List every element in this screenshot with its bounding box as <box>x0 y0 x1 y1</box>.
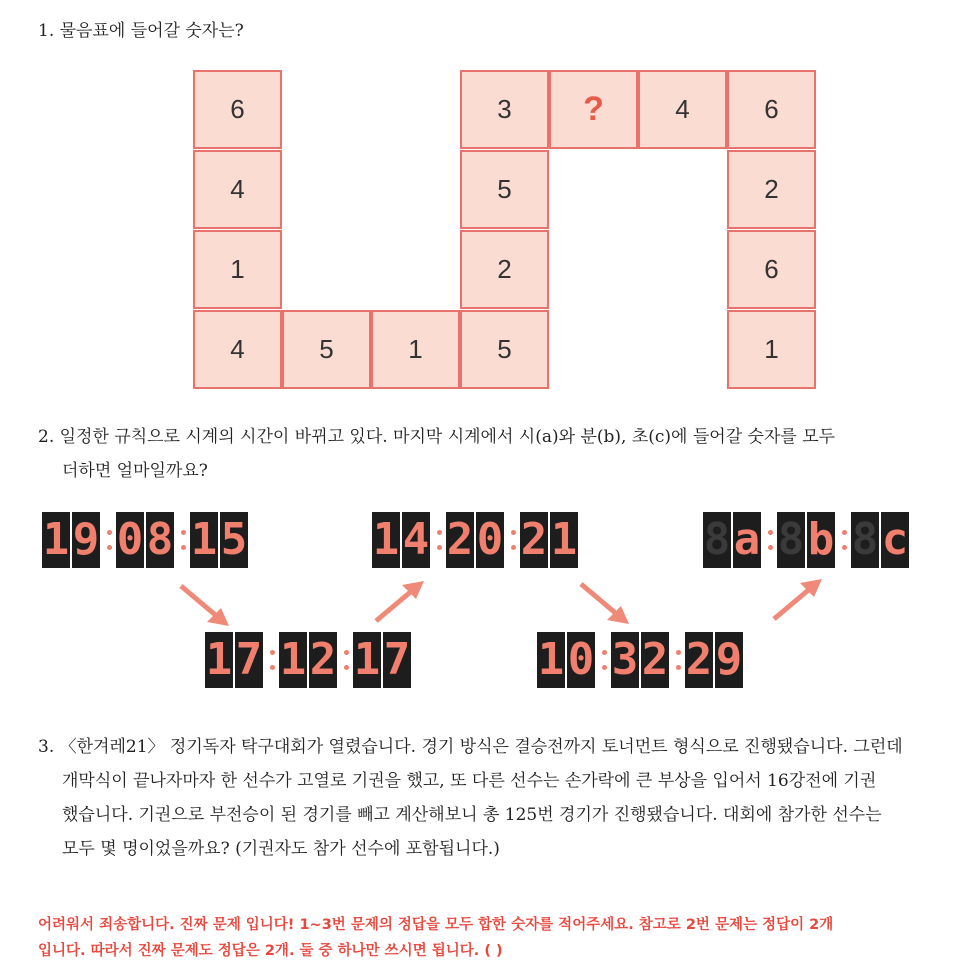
question-1: 1. 물음표에 들어갈 숫자는? <box>38 21 244 41</box>
clock-digit: 8 <box>703 512 731 568</box>
arrow-down-right-icon <box>575 578 635 628</box>
clock-digit: a <box>733 512 761 568</box>
arrow-down-right-icon <box>175 580 235 630</box>
arrow-up-right-icon <box>370 577 430 627</box>
clock-digit: 0 <box>567 632 595 688</box>
clock-digit: 1 <box>550 512 578 568</box>
note-line-1: 어려워서 죄송합니다. 진짜 문제 입니다! 1~3번 문제의 정답을 모두 합한 숫자를 적어주세요. 참고로 2번 문제는 정답이 2개 <box>38 917 834 933</box>
clock-colon <box>339 632 353 688</box>
grid-cell: 5 <box>460 150 549 229</box>
clock-digit: 7 <box>235 632 263 688</box>
clock-digit: 2 <box>520 512 548 568</box>
grid-cell: 5 <box>460 310 549 389</box>
grid-cell: 2 <box>460 230 549 309</box>
clock-digit: b <box>807 512 835 568</box>
clock-digit: 1 <box>190 512 218 568</box>
arrow-up-right-icon <box>768 575 828 625</box>
clock-colon <box>671 632 685 688</box>
grid-cell: 4 <box>638 70 727 149</box>
grid-cell: 1 <box>371 310 460 389</box>
clock-digit: 8 <box>777 512 805 568</box>
grid-cell: 6 <box>193 70 282 149</box>
clock-digit: 2 <box>309 632 337 688</box>
clock-digit: 1 <box>42 512 70 568</box>
grid-cell: 3 <box>460 70 549 149</box>
grid-cell: 2 <box>727 150 816 229</box>
clock-digit: 8 <box>146 512 174 568</box>
clock-digit: 1 <box>372 512 400 568</box>
question-2 <box>38 420 938 488</box>
grid-cell: 4 <box>193 150 282 229</box>
clock-digit: 1 <box>279 632 307 688</box>
question-2-line-1: 2. 일정한 규칙으로 시계의 시간이 바뀌고 있다. 마지막 시계에서 시(a)와 분(b), 초(c)에 들어갈 숫자를 모두 <box>38 427 836 447</box>
clock-digit: 7 <box>383 632 411 688</box>
clock-colon <box>432 512 446 568</box>
clock-digit: 1 <box>205 632 233 688</box>
digital-clock <box>537 628 745 692</box>
clock-colon <box>597 632 611 688</box>
clock-digit: 9 <box>72 512 100 568</box>
clock-digit: 2 <box>446 512 474 568</box>
clock-digit: 1 <box>353 632 381 688</box>
grid-cell: 1 <box>727 310 816 389</box>
digital-clock <box>703 508 911 572</box>
clock-colon <box>265 632 279 688</box>
note-line-2: 입니다. 따라서 진짜 문제도 정답은 2개. 둘 중 하나만 쓰시면 됩니다. ( ) <box>38 943 503 959</box>
clock-digit: 2 <box>685 632 713 688</box>
clock-colon <box>176 512 190 568</box>
digital-clock <box>372 508 580 572</box>
grid-cell-question: ? <box>549 70 638 149</box>
digital-clock <box>42 508 250 572</box>
clock-digit: 5 <box>220 512 248 568</box>
question-3-line-4: 모두 몇 명이었을까요? (기권자도 참가 선수에 포함됩니다.) <box>62 839 500 859</box>
clock-digit: 0 <box>116 512 144 568</box>
clock-digit: 4 <box>402 512 430 568</box>
question-2-line-2: 더하면 얼마일까요? <box>62 461 208 481</box>
clock-colon <box>102 512 116 568</box>
grid-cell: 1 <box>193 230 282 309</box>
clock-digit: 8 <box>851 512 879 568</box>
question-3 <box>38 730 938 866</box>
clock-digit: 9 <box>715 632 743 688</box>
question-3-line-1: 3. 〈한겨레21〉 정기독자 탁구대회가 열렸습니다. 경기 방식은 결승전까지 토너먼트 형식으로 진행됐습니다. 그런데 <box>38 737 903 757</box>
grid-cell: 6 <box>727 70 816 149</box>
clock-digit: 3 <box>611 632 639 688</box>
clock-colon <box>506 512 520 568</box>
clock-digit: 1 <box>537 632 565 688</box>
clock-digit: c <box>881 512 909 568</box>
final-question-note <box>38 912 938 964</box>
digital-clock <box>205 628 413 692</box>
grid-cell: 6 <box>727 230 816 309</box>
clock-digit: 0 <box>476 512 504 568</box>
question-3-line-2: 개막식이 끝나자마자 한 선수가 고열로 기권을 했고, 또 다른 선수는 손가락에 큰 부상을 입어서 16강전에 기권 <box>62 771 877 791</box>
question-3-line-3: 했습니다. 기권으로 부전승이 된 경기를 빼고 계산해보니 총 125번 경기가 진행됐습니다. 대회에 참가한 선수는 <box>62 805 882 825</box>
grid-cell: 4 <box>193 310 282 389</box>
clock-digit: 2 <box>641 632 669 688</box>
clock-colon <box>837 512 851 568</box>
grid-cell: 5 <box>282 310 371 389</box>
clock-colon <box>763 512 777 568</box>
